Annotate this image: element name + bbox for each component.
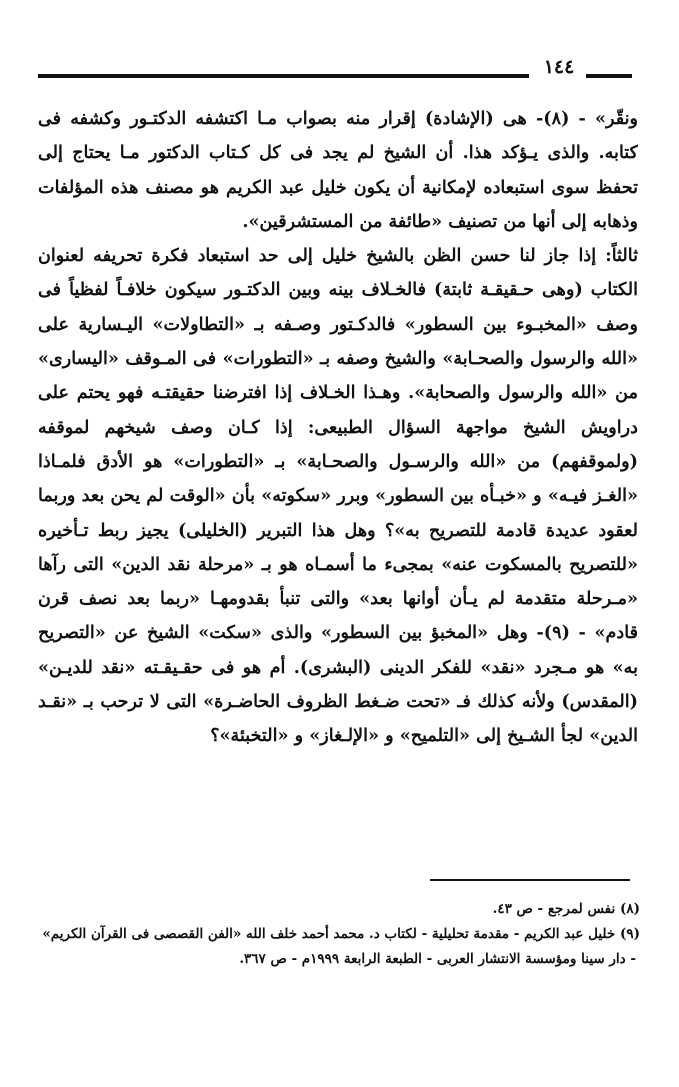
footnote-divider xyxy=(430,879,630,881)
paragraph-text: إذا جاز لنا حسن الظن بالشيخ خليل إلى حد استبعاد فكرة تحريفه لعنوان الكتاب (وهى حـقيقـة ثابتة) فالخـلاف بينه وبين الدكتـور سيكون خلافـاً لفظياً فى وصف «المخبـوء بين السطور» فالدكـتور وصـفه بـ «التطاولات» اليـسارية على «الله والرسول والصحـابة» والشيخ وصفه بـ «التطورات» فى المـوقف «اليسارى» من «الله والرسول والصحابة». وهـذا الخـلاف إذا افترضنا حقيقتـه فهو يحتم على دراويش الشيخ مواجهة السؤال الطبيعى: إذا كـان وصف شيخهم لموقفه (ولموقفهم) من «الله والرسـول والصحـابة» بـ «التطورات» هو الأدق فلمـاذا «الغـز فيـه» و «خبـأه بين السطور» وبرر «سكوته» بأن «الوقت لم يحن بعد وربما لعقود عديدة قادمة للتصريح به»؟ وهل هذا التبرير (الخليلى) يجيز ربط تـأخيره «للتصريح بالمسكوت عنه» بمجىء ما أسمـاه هو بـ «مرحلة نقد الدين» التى رآها «مـرحلة متقدمة لم يـأن أوانها بعد» والتى تنبأ بقدومهـا «ربما بعد نصف قرن قادم» - (٩)- وهل «المخبؤ بين السطور» والذى «سكت» الشيخ عن «التصريح به» هو مـجرد «نقد» للفكر الدينى (البشرى). أم هو فى حقـيقـته «نقد للديـن» (المقدس) ولأنه كذلك فـ «تحت ضـغط الظروف الحاضـرة» التى لا ترحب بـ «نقـد الدين» لجأ الشـيخ إلى «التلميح» و «الإلـغاز» و «التخبئة»؟ xyxy=(38,245,638,747)
paragraph xyxy=(38,239,638,753)
footnote: (٩) خليل عبد الكريم - مقدمة تحليلية - لكتاب د. محمد أحمد خلف الله «الفن القصصى فى القرآن الكريم» xyxy=(42,926,640,942)
paragraph: ونقّر» - (٨)- هى (الإشادة) إقرار منه بصواب مـا اكتشفه الدكتـور وكشفه فى كتابه. والذى يـؤكد هذا. أن الشيخ لم يجد فى كل كـتاب الدكتور مـا يحتاج إلى تحفظ سوى استبعاده لإمكانية أن يكون خليل عبد الكريم هو مصنف هذه المؤلفات وذهابه إلى أنها من تصنيف «طائفة من المستشرقين». xyxy=(38,108,638,232)
footnote-continuation: - دار سينا ومؤسسة الانتشار العربى - الطبعة الرابعة ١٩٩٩م - ص ٣٦٧. xyxy=(239,951,636,967)
footnotes xyxy=(30,897,640,972)
footnote: (٨) نفس لمرجع - ص ٤٣. xyxy=(492,901,640,917)
header-rule xyxy=(38,74,529,78)
paragraph-lead: ثالثاً: xyxy=(605,245,638,267)
body-text xyxy=(38,102,638,867)
header-rule-short xyxy=(586,74,632,78)
page-number: ١٤٤ xyxy=(543,56,575,78)
